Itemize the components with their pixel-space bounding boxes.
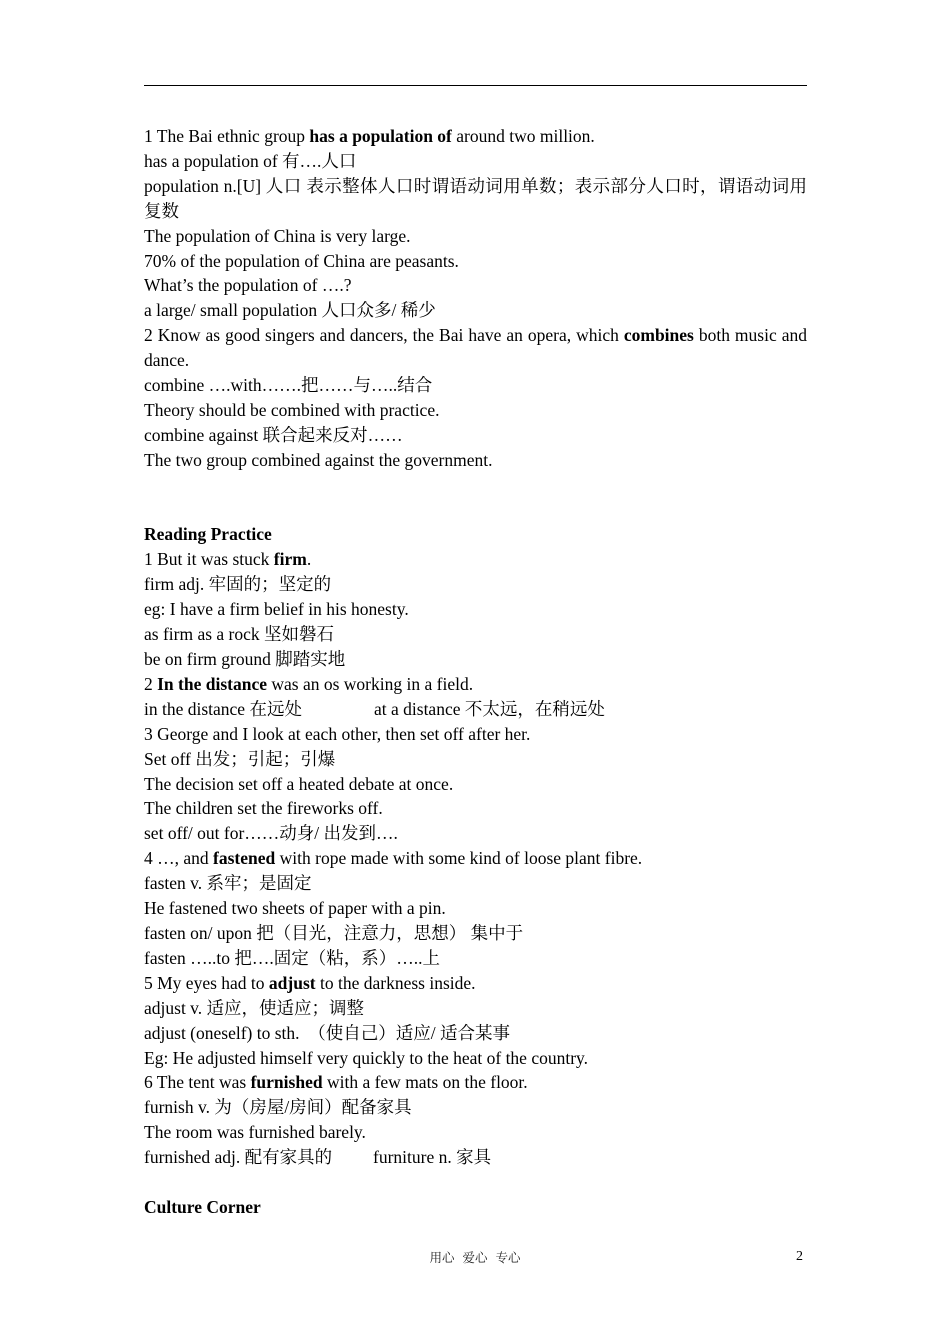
text-line: What’s the population of ….? bbox=[144, 275, 352, 296]
text-line: Set off 出发；引起；引爆 bbox=[144, 748, 336, 769]
text-line: The population of China is very large. bbox=[144, 225, 411, 246]
header-rule bbox=[144, 85, 807, 86]
text-line: eg: I have a firm belief in his honesty. bbox=[144, 599, 409, 620]
text-line: furnish v. 为（房屋/房间）配备家具 bbox=[144, 1097, 412, 1118]
text-line: 3 George and I look at each other, then set off after her. bbox=[144, 723, 531, 744]
text-line: 6 The tent was furnished with a few mats on the floor. bbox=[144, 1072, 528, 1093]
text-line: 1 But it was stuck firm. bbox=[144, 549, 312, 570]
blank-line bbox=[144, 1170, 807, 1195]
text-line: population n.[U] 人口 表示整体人口时谓语动词用单数；表示部分人口时，谓语动词用复数 bbox=[144, 175, 807, 221]
text-line: 2 In the distance was an os working in a field. bbox=[144, 673, 474, 694]
text-line: 70% of the population of China are peasants. bbox=[144, 250, 459, 271]
text-line: combine against 联合起来反对…… bbox=[144, 424, 403, 445]
text-line: 4 …, and fastened with rope made with some kind of loose plant fibre. bbox=[144, 848, 643, 869]
text-line: fasten v. 系牢；是固定 bbox=[144, 873, 312, 894]
text-line: 1 The Bai ethnic group has a population of around two million. bbox=[144, 126, 595, 146]
text-line: He fastened two sheets of paper with a pin. bbox=[144, 898, 446, 919]
text-line: 2 Know as good singers and dancers, the Bai have an opera, which combines both music and dance. bbox=[144, 325, 807, 371]
text-line: The children set the fireworks off. bbox=[144, 798, 383, 819]
text-line: set off/ out for……动身/ 出发到…. bbox=[144, 823, 398, 844]
text-line: combine ….with…….把……与…..结合 bbox=[144, 375, 433, 396]
section-heading: Reading Practice bbox=[144, 524, 272, 545]
text-line: be on firm ground 脚踏实地 bbox=[144, 649, 346, 669]
text-line: firm adj. 牢固的；坚定的 bbox=[144, 574, 332, 595]
text-line: Theory should be combined with practice. bbox=[144, 399, 440, 420]
text-line: Eg: He adjusted himself very quickly to the heat of the country. bbox=[144, 1047, 589, 1068]
text-line: a large/ small population 人口众多/ 稀少 bbox=[144, 300, 436, 321]
text-line: furnished adj. 配有家具的 furniture n. 家具 bbox=[144, 1147, 492, 1168]
text-line: as firm as a rock 坚如磐石 bbox=[144, 624, 335, 645]
page-number: 2 bbox=[796, 1249, 803, 1264]
section-heading: Culture Corner bbox=[144, 1196, 261, 1217]
page-body bbox=[144, 124, 807, 1220]
footer-motto: 用心 爱心 专心 bbox=[429, 1250, 521, 1265]
text-line: 5 My eyes had to adjust to the darkness inside. bbox=[144, 972, 476, 993]
text-line: in the distance 在远处 at a distance 不太远，在稍远处 bbox=[144, 698, 605, 719]
text-line: adjust v. 适应，使适应；调整 bbox=[144, 997, 365, 1018]
blank-line bbox=[144, 473, 807, 498]
text-line: has a population of 有….人口 bbox=[144, 150, 357, 171]
blank-line bbox=[144, 498, 807, 523]
text-line: The two group combined against the government. bbox=[144, 449, 493, 470]
text-line: fasten …..to 把….固定（粘，系）…..上 bbox=[144, 947, 441, 968]
text-line: fasten on/ upon 把（目光，注意力，思想） 集中于 bbox=[144, 922, 524, 943]
text-line: adjust (oneself) to sth. （使自己）适应/ 适合某事 bbox=[144, 1022, 511, 1043]
text-line: The decision set off a heated debate at once. bbox=[144, 773, 454, 794]
text-line: The room was furnished barely. bbox=[144, 1122, 366, 1143]
